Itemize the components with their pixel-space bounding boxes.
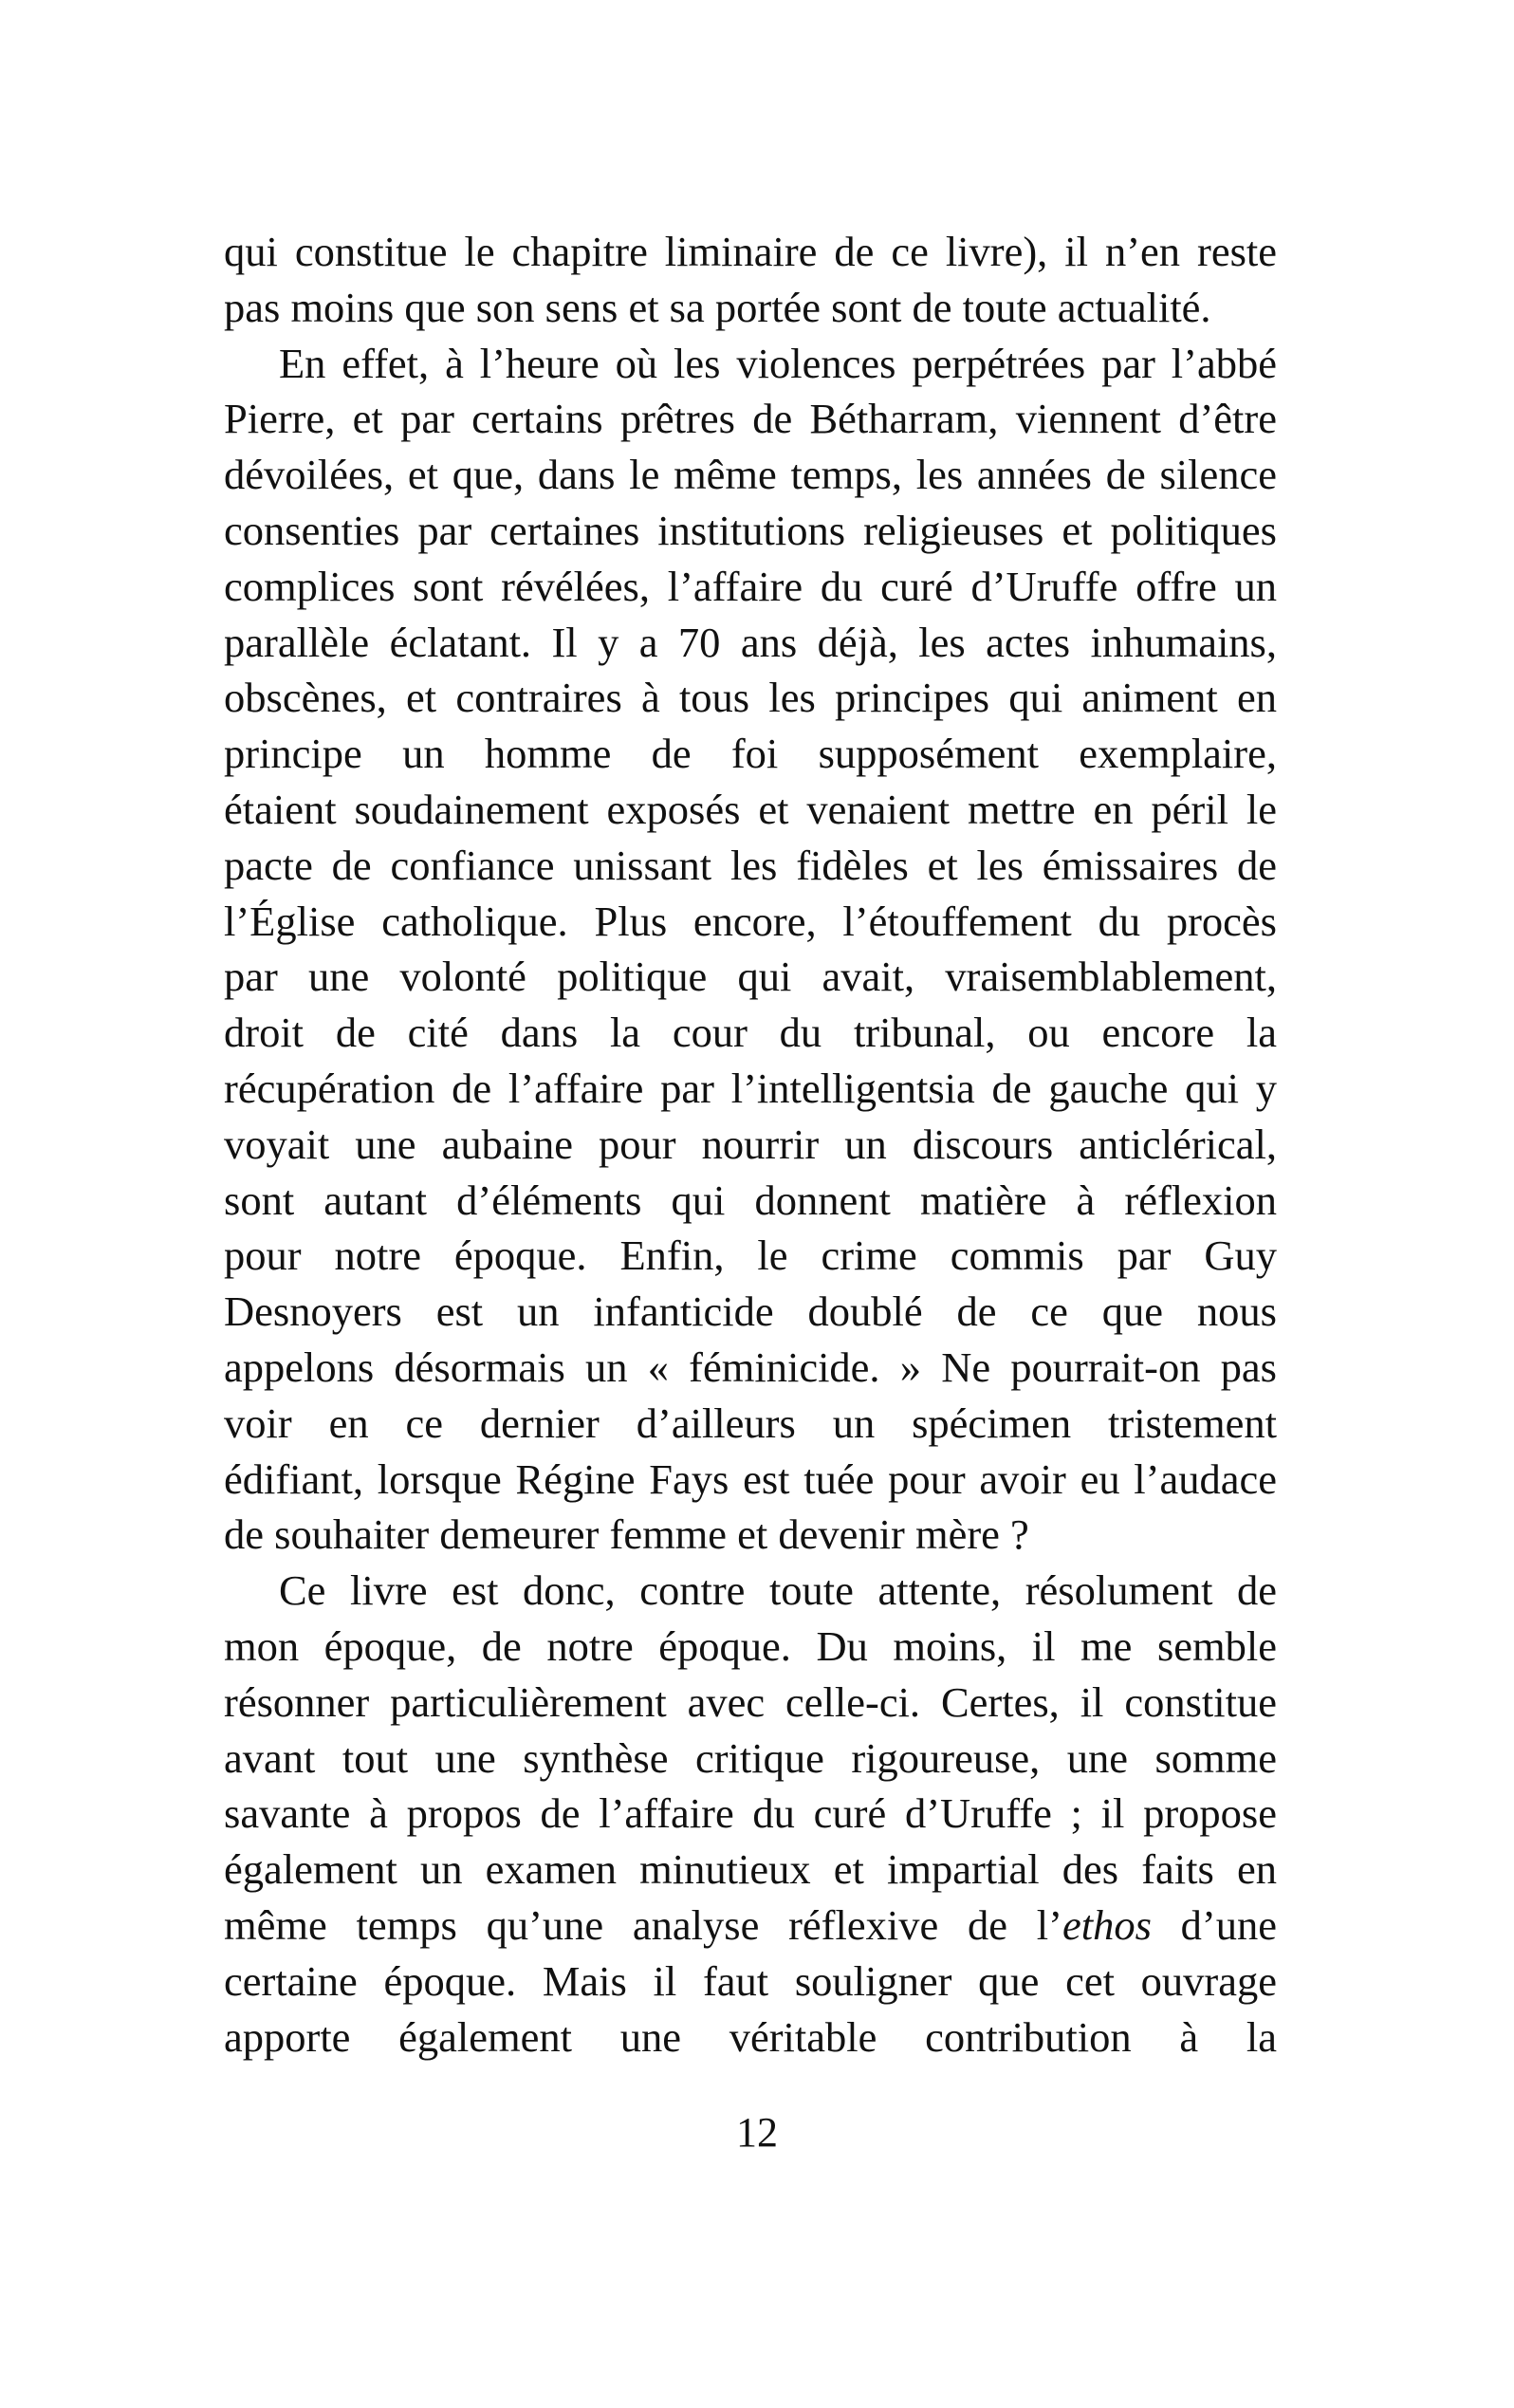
text-line: récupération de l’affaire par l’intelligentsia de gauche qui y: [224, 1064, 1277, 1112]
text-line: consenties par certaines institutions religieuses et politiques: [224, 506, 1277, 554]
text-line: pacte de confiance unissant les fidèles et les émissaires de: [224, 841, 1277, 889]
text-line: édifiant, lorsque Régine Fays est tuée pour avoir eu l’audace: [224, 1454, 1277, 1503]
text-line: Pierre, et par certains prêtres de Bétharram, viennent d’être: [224, 395, 1277, 443]
text-line: avant tout une synthèse critique rigoureuse, une somme: [224, 1733, 1277, 1782]
text-line: sont autant d’éléments qui donnent matière à réflexion: [224, 1176, 1277, 1224]
text-line: l’Église catholique. Plus encore, l’étouffement du procès: [224, 897, 1277, 945]
text-line: qui constitue le chapitre liminaire de ce livre), il n’en reste: [224, 228, 1277, 275]
text-line: étaient soudainement exposés et venaient mettre en péril le: [224, 785, 1277, 833]
italic-term: ethos: [1062, 1900, 1152, 1949]
text-line: complices sont révélées, l’affaire du curé d’Uruffe offre un: [224, 562, 1277, 610]
text-line: parallèle éclatant. Il y a 70 ans déjà, les actes inhumains,: [224, 618, 1277, 666]
page-number: 12: [736, 2109, 778, 2156]
text-line: appelons désormais un « féminicide. » Ne pourrait-on pas: [224, 1343, 1277, 1391]
body-text: [224, 224, 1277, 2065]
text-line: par une volonté politique qui avait, vraisemblablement,: [224, 953, 1277, 1001]
text-line: savante à propos de l’affaire du curé d’Uruffe ; il propose: [224, 1789, 1277, 1838]
text-line: En effet, à l’heure où les violences perpétrées par l’abbé: [279, 339, 1277, 387]
text-line: mon époque, de notre époque. Du moins, il me semble: [224, 1621, 1277, 1670]
text-line: pour notre époque. Enfin, le crime commis par Guy: [224, 1232, 1277, 1280]
text-line: voir en ce dernier d’ailleurs un spécimen tristement: [224, 1398, 1277, 1447]
text-line: principe un homme de foi supposément exemplaire,: [224, 730, 1277, 778]
text-line: obscènes, et contraires à tous les principes qui animent en: [224, 674, 1277, 722]
text-line: également un examen minutieux et impartial des faits en: [224, 1845, 1277, 1894]
text-line: Ce livre est donc, contre toute attente, résolument de: [279, 1566, 1277, 1615]
text-line: dévoilées, et que, dans le même temps, les années de silence: [224, 451, 1277, 499]
text-line: résonner particulièrement avec celle-ci. Certes, il constitue: [224, 1677, 1277, 1726]
text-line: même temps qu’une analyse réflexive de l’ethos d’une: [224, 1900, 1277, 1949]
text-line: pas moins que son sens et sa portée sont de toute actualité.: [224, 283, 1211, 331]
text-line: Desnoyers est un infanticide doublé de ce que nous: [224, 1287, 1277, 1336]
text-line: apporte également une véritable contribution à la: [224, 2012, 1277, 2061]
text-line: droit de cité dans la cour du tribunal, ou encore la: [224, 1009, 1277, 1057]
text-line: voyait une aubaine pour nourrir un discours anticlérical,: [224, 1120, 1277, 1168]
text-line: certaine époque. Mais il faut souligner que cet ouvrage: [224, 1956, 1277, 2005]
text-line: de souhaiter demeurer femme et devenir mère ?: [224, 1510, 1029, 1559]
